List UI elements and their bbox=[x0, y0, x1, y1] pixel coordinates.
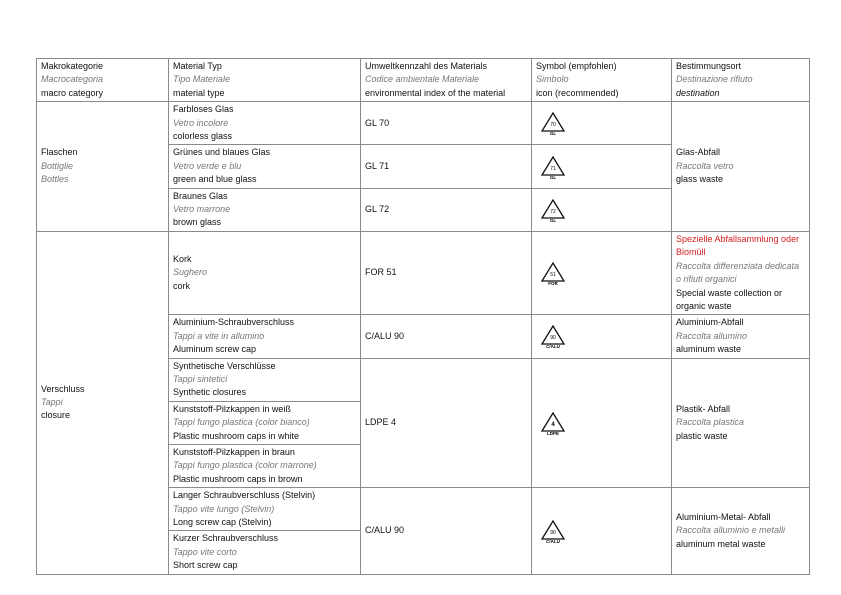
material-aluminum-screw-cap: Aluminium-Schraubverschluss Tappi a vite in allumino Aluminum screw cap bbox=[169, 315, 361, 358]
code-gl70: GL 70 bbox=[361, 102, 532, 145]
code-gl71: GL 71 bbox=[361, 145, 532, 188]
svg-text:51: 51 bbox=[550, 272, 556, 279]
symbol-cell bbox=[532, 231, 672, 314]
destination-aluminum: Aluminium-Abfall Raccolta allumino aluminum waste bbox=[672, 315, 810, 358]
destination-special-organic: Spezielle Abfallsammlung oder Biomüll Raccolta differenziata dedicata o rifiuti organici Special waste collection or organic waste bbox=[672, 231, 810, 314]
recycling-ldpe4-icon bbox=[540, 411, 566, 435]
category-closure: Verschluss Tappi closure bbox=[37, 231, 169, 574]
code-for51: FOR 51 bbox=[361, 231, 532, 314]
material-short-screw-cap: Kurzer Schraubverschluss Tappo vite corto Short screw cap bbox=[169, 531, 361, 574]
recycling-for51-icon bbox=[540, 261, 566, 285]
recycling-calu90-metal-icon bbox=[540, 519, 566, 543]
svg-text:90: 90 bbox=[550, 335, 556, 342]
material-colorless-glass: Farbloses Glas Vetro incolore colorless glass bbox=[169, 102, 361, 145]
destination-plastic: Plastik- Abfall Raccolta plastica plastic waste bbox=[672, 358, 810, 488]
svg-text:72: 72 bbox=[550, 208, 556, 215]
recycling-gl71-icon bbox=[540, 155, 566, 179]
svg-text:71: 71 bbox=[550, 165, 556, 172]
header-material-type: Material Typ Tipo Materiale material type bbox=[169, 59, 361, 102]
svg-text:C/ALU: C/ALU bbox=[546, 538, 560, 543]
code-calu90-metal: C/ALU 90 bbox=[361, 488, 532, 574]
svg-text:C/ALU: C/ALU bbox=[546, 344, 560, 349]
material-cork: Kork Sughero cork bbox=[169, 231, 361, 314]
material-long-screw-cap: Langer Schraubverschluss (Stelvin) Tappo vite lungo (Stelvin) Long screw cap (Stelvin) bbox=[169, 488, 361, 531]
table-row bbox=[37, 102, 810, 145]
symbol-cell bbox=[532, 358, 672, 488]
svg-text:LDPE: LDPE bbox=[546, 430, 560, 435]
destination-aluminum-metal: Aluminium-Metal- Abfall Raccolta alluminio e metalli aluminum metal waste bbox=[672, 488, 810, 574]
svg-text:FOR: FOR bbox=[548, 281, 558, 286]
recycling-gl70-icon bbox=[540, 111, 566, 135]
svg-text:70: 70 bbox=[550, 122, 556, 129]
code-ldpe4: LDPE 4 bbox=[361, 358, 532, 488]
table-row bbox=[37, 231, 810, 314]
svg-text:90: 90 bbox=[550, 529, 556, 536]
category-bottles: Flaschen Bottiglie Bottles bbox=[37, 102, 169, 232]
recycling-gl72-icon bbox=[540, 198, 566, 222]
svg-text:GL: GL bbox=[549, 131, 557, 136]
symbol-cell bbox=[532, 188, 672, 231]
material-synthetic-closures: Synthetische Verschlüsse Tappi sintetici Synthetic closures bbox=[169, 358, 361, 401]
code-gl72: GL 72 bbox=[361, 188, 532, 231]
svg-text:GL: GL bbox=[549, 217, 557, 222]
header-row bbox=[37, 59, 810, 102]
recycling-calu90-icon bbox=[540, 324, 566, 348]
header-environmental-index: Umweltkennzahl des Materials Codice ambientale Materiale environmental index of the material bbox=[361, 59, 532, 102]
waste-table bbox=[36, 58, 810, 575]
header-symbol: Symbol (empfohlen) Simbolo icon (recommended) bbox=[532, 59, 672, 102]
material-plastic-caps-white: Kunststoff-Pilzkappen in weiß Tappi fungo plastica (color bianco) Plastic mushroom caps in white bbox=[169, 401, 361, 444]
material-brown-glass: Braunes Glas Vetro marrone brown glass bbox=[169, 188, 361, 231]
header-macro-category: Makrokategorie Macrocategoria macro category bbox=[37, 59, 169, 102]
svg-text:GL: GL bbox=[549, 174, 557, 179]
symbol-cell bbox=[532, 145, 672, 188]
symbol-cell bbox=[532, 102, 672, 145]
material-plastic-caps-brown: Kunststoff-Pilzkappen in braun Tappi fungo plastica (color marrone) Plastic mushroom caps in brown bbox=[169, 444, 361, 487]
header-destination: Bestimmungsort Destinazione rifiuto destination bbox=[672, 59, 810, 102]
destination-glass: Glas-Abfall Raccolta vetro glass waste bbox=[672, 102, 810, 232]
symbol-cell bbox=[532, 488, 672, 574]
svg-text:4: 4 bbox=[551, 421, 555, 428]
symbol-cell bbox=[532, 315, 672, 358]
code-calu90: C/ALU 90 bbox=[361, 315, 532, 358]
material-green-blue-glass: Grünes und blaues Glas Vetro verde e blu green and blue glass bbox=[169, 145, 361, 188]
